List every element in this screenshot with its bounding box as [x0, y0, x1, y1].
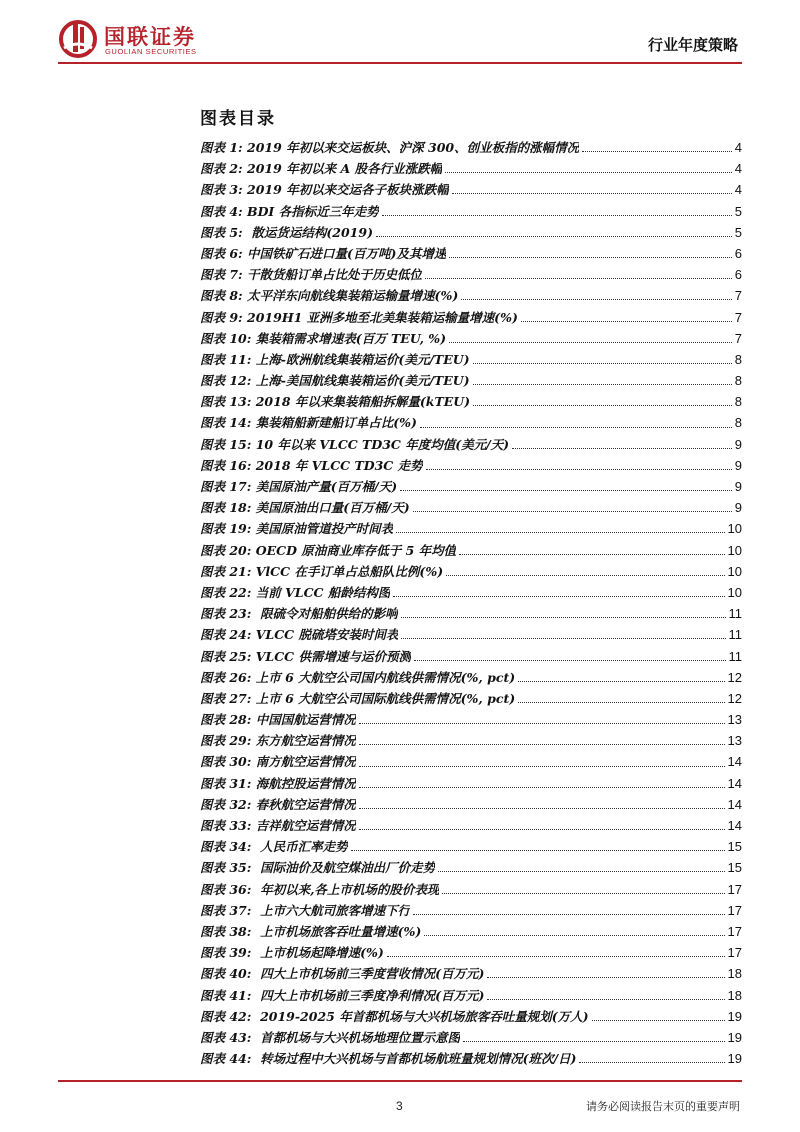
toc-entry-label: 图表 5:	[200, 224, 243, 240]
toc-entry-page: 9	[734, 500, 742, 516]
toc-dot-leader	[452, 193, 732, 194]
toc-entry[interactable]	[200, 582, 742, 603]
toc-entry[interactable]	[200, 900, 742, 921]
toc-entry-title: 集装箱船新建船订单占比(%)	[251, 415, 417, 431]
toc-entry-page: 8	[734, 351, 742, 367]
toc-entry-label: 图表 42:	[200, 1008, 252, 1024]
toc-dot-leader	[413, 914, 724, 915]
toc-entry-page: 17	[727, 902, 742, 918]
toc-entry-title: 美国原油管道投产时间表	[251, 521, 394, 537]
toc-entry[interactable]	[200, 688, 742, 709]
toc-entry-label: 图表 22:	[200, 584, 252, 600]
toc-entry-label: 图表 11:	[200, 351, 252, 367]
toc-entry-title: 上市 6 大航空公司国际航线供需情况(%, pct)	[251, 690, 516, 706]
toc-entry[interactable]	[200, 518, 742, 539]
toc-entry-label: 图表 24:	[200, 627, 252, 643]
toc-entry[interactable]	[200, 201, 742, 222]
toc-dot-leader	[518, 702, 724, 703]
toc-entry-page: 11	[728, 648, 742, 664]
toc-dot-leader	[359, 766, 725, 767]
toc-dot-leader	[359, 744, 725, 745]
toc-entry-label: 图表 25:	[200, 648, 252, 664]
toc-entry-title: VLCC 脱硫塔安装时间表	[251, 627, 399, 643]
toc-entry-page: 17	[727, 923, 742, 939]
toc-dot-leader	[582, 151, 732, 152]
toc-dot-leader	[473, 384, 732, 385]
toc-entry[interactable]	[200, 985, 742, 1006]
toc-entry-title: 10 年以来 VLCC TD3C 年度均值(美元/天)	[251, 436, 510, 452]
toc-dot-leader	[579, 1062, 724, 1063]
toc-entry[interactable]	[200, 391, 742, 412]
toc-entry-title: 中国国航运营情况	[251, 712, 356, 728]
document-type: 行业年度策略	[647, 36, 738, 54]
toc-entry[interactable]	[200, 603, 742, 624]
toc-entry-label: 图表 33:	[200, 818, 252, 833]
toc-entry-page: 12	[727, 669, 742, 685]
toc-entry-label: 图表 40:	[200, 966, 252, 982]
toc-dot-leader	[521, 321, 732, 322]
toc-entry-title: VlCC 在手订单占总船队比例(%)	[251, 563, 444, 579]
toc-entry-title: 上市六大航司旅客增速下行	[251, 902, 411, 918]
toc-entry-label: 图表 30:	[200, 754, 252, 770]
toc-entry[interactable]	[200, 709, 742, 730]
toc-dot-leader	[413, 511, 732, 512]
toc-entry[interactable]	[200, 836, 742, 857]
toc-entry-label: 图表 28:	[200, 712, 252, 728]
toc-entry-title: 国际油价及航空煤油出厂价走势	[251, 860, 436, 876]
toc-entry-page: 12	[727, 690, 742, 706]
toc-entry-title: 限硫令对船舶供给的影响	[251, 606, 398, 622]
toc-entry-page: 10	[727, 563, 742, 579]
toc-entry[interactable]	[200, 1006, 742, 1027]
toc-entry-label: 图表 21:	[200, 563, 252, 579]
toc-dot-leader	[463, 1041, 724, 1042]
toc-entry-label: 图表 2:	[200, 161, 243, 177]
disclaimer-note: 请务必阅读报告末页的重要声明	[586, 1100, 740, 1113]
toc-entry[interactable]	[200, 243, 742, 264]
toc-dot-leader	[414, 660, 726, 661]
toc-dot-leader	[442, 893, 724, 894]
toc-entry-label: 图表 1:	[200, 140, 243, 155]
toc-entry-page: 6	[734, 245, 742, 261]
toc-entry[interactable]	[200, 434, 742, 455]
toc-entry-label: 图表 38:	[200, 923, 252, 939]
toc-entry-label: 图表 17:	[200, 479, 252, 494]
toc-dot-leader	[387, 956, 725, 957]
toc-entry-page: 18	[727, 987, 742, 1003]
toc-entry-page: 10	[727, 584, 742, 600]
toc-entry-page: 13	[727, 733, 742, 749]
toc-entry-label: 图表 10:	[200, 330, 252, 346]
toc-entry-title: 集装箱需求增速表(百万 TEU, %)	[251, 330, 447, 346]
toc-entry-page: 7	[734, 309, 742, 325]
toc-entry-page: 9	[734, 479, 742, 494]
toc-entry-label: 图表 20:	[200, 542, 252, 558]
toc-entry-title: BDI 各指标近三年走势	[242, 203, 379, 219]
toc-entry-title: 南方航空运营情况	[251, 754, 356, 770]
toc-entry-label: 图表 8:	[200, 288, 243, 304]
toc-entry[interactable]	[200, 179, 742, 200]
toc-entry-title: 2019H1 亚洲多地至北美集装箱运输量增速(%)	[242, 309, 518, 325]
toc-entry-page: 8	[734, 415, 742, 431]
toc-entry-label: 图表 13:	[200, 394, 252, 410]
toc-entry[interactable]	[200, 942, 742, 963]
toc-entry-title: 上市机场旅客吞吐量增速(%)	[251, 923, 422, 939]
toc-entry-page: 19	[727, 1051, 742, 1067]
toc-entry-title: VLCC 供需增速与运价预测	[251, 648, 411, 664]
toc-dot-leader	[487, 977, 724, 978]
toc-entry-title: 人民币汇率走势	[251, 839, 348, 855]
toc-entry-page: 4	[734, 182, 742, 198]
toc-entry-title: 太平洋东向航线集装箱运输量增速(%)	[242, 288, 459, 304]
toc-entry-page: 11	[728, 627, 742, 643]
toc-entry-label: 图表 16:	[200, 457, 252, 473]
toc-dot-leader	[401, 617, 726, 618]
toc-entry-title: 四大上市机场前三季度营收情况(百万元)	[251, 966, 485, 982]
toc-entry-title: 上海-欧洲航线集装箱运价(美元/TEU)	[251, 351, 470, 367]
toc-entry-page: 6	[734, 267, 742, 283]
toc-entry-page: 15	[727, 839, 742, 855]
toc-entry[interactable]	[200, 137, 742, 158]
toc-entry-page: 10	[727, 521, 742, 537]
toc-entry-title: 2019 年初以来交运各子板块涨跌幅	[242, 182, 449, 198]
toc-entry-label: 图表 19:	[200, 521, 252, 537]
toc-entry-label: 图表 41:	[200, 987, 252, 1003]
toc-entry-title: 年初以来,各上市机场的股价表现	[251, 881, 440, 897]
toc-entry-label: 图表 7:	[200, 267, 243, 283]
toc-entry-title: 上海-美国航线集装箱运价(美元/TEU)	[251, 373, 470, 389]
toc-dot-leader	[449, 257, 731, 258]
toc-entry-page: 8	[734, 373, 742, 389]
toc-entry-page: 13	[727, 712, 742, 728]
toc-entry-label: 图表 14:	[200, 415, 252, 431]
toc-entry-title: 上市 6 大航空公司国内航线供需情况(%, pct)	[251, 669, 516, 685]
toc-dot-leader	[461, 299, 732, 300]
toc-entry[interactable]	[200, 158, 742, 179]
toc-entry[interactable]	[200, 815, 742, 836]
toc-entry-page: 4	[734, 161, 742, 177]
toc-dot-leader	[420, 427, 732, 428]
toc-entry-page: 11	[728, 606, 742, 622]
toc-entry-page: 14	[727, 775, 742, 791]
toc-entry-title: 2018 年 VLCC TD3C 走势	[251, 457, 423, 473]
toc-entry[interactable]	[200, 646, 742, 667]
toc-dot-leader	[473, 405, 732, 406]
toc-entry-label: 图表 18:	[200, 500, 252, 516]
toc-entry-label: 图表 12:	[200, 373, 252, 389]
toc-entry[interactable]	[200, 540, 742, 561]
toc-entry-page: 15	[727, 860, 742, 876]
toc-entry-title: 东方航空运营情况	[251, 733, 356, 749]
toc-entry-page: 17	[727, 945, 742, 961]
toc-entry[interactable]	[200, 412, 742, 433]
toc-entry[interactable]	[200, 857, 742, 878]
toc-entry[interactable]	[200, 667, 742, 688]
toc-entry-label: 图表 4:	[200, 203, 243, 219]
toc-entry-label: 图表 27:	[200, 690, 252, 706]
toc-dot-leader	[351, 850, 725, 851]
toc-entry-label: 图表 36:	[200, 881, 252, 897]
toc-entry[interactable]	[200, 730, 742, 751]
toc-entry-label: 图表 15:	[200, 436, 252, 452]
guolian-logo-icon	[58, 18, 98, 58]
toc-dot-leader	[518, 681, 724, 682]
toc-entry-label: 图表 23:	[200, 606, 252, 622]
toc-dot-leader	[359, 808, 725, 809]
toc-dot-leader	[424, 935, 724, 936]
toc-entry-title: 2019 年初以来 A 股各行业涨跌幅	[242, 161, 443, 177]
toc-dot-leader	[393, 596, 724, 597]
toc-dot-leader	[446, 575, 724, 576]
toc-entry-page: 7	[734, 288, 742, 304]
toc-entry[interactable]	[200, 963, 742, 984]
toc-dot-leader	[401, 638, 725, 639]
toc-entry-label: 图表 44:	[200, 1051, 252, 1067]
toc-entry-label: 图表 9:	[200, 309, 243, 325]
toc-entry-page: 7	[734, 330, 742, 346]
toc-entry-page: 4	[734, 140, 742, 155]
toc-dot-leader	[400, 490, 732, 491]
toc-entry-title: 首都机场与大兴机场地理位置示意图	[251, 1029, 461, 1045]
toc-entry[interactable]	[200, 773, 742, 794]
toc-dot-leader	[512, 448, 732, 449]
toc-dot-leader	[459, 554, 724, 555]
toc-entry-title: 海航控股运营情况	[251, 775, 356, 791]
logo-english-name: GUOLIAN SECURITIES	[105, 47, 197, 56]
toc-entry[interactable]	[200, 1048, 742, 1069]
toc-entry-label: 图表 34:	[200, 839, 252, 855]
toc-entry-title: OECD 原油商业库存低于 5 年均值	[251, 542, 457, 558]
toc-entry[interactable]	[200, 624, 742, 645]
toc-entry-label: 图表 35:	[200, 860, 252, 876]
toc-entry-title: 春秋航空运营情况	[251, 796, 356, 812]
toc-entry-label: 图表 26:	[200, 669, 252, 685]
toc-entry-title: 美国原油产量(百万桶/天)	[251, 479, 398, 494]
toc-dot-leader	[359, 829, 725, 830]
toc-entry-page: 14	[727, 754, 742, 770]
toc-entry-title: 吉祥航空运营情况	[251, 818, 356, 833]
toc-dot-leader	[449, 342, 732, 343]
toc-entry[interactable]	[200, 561, 742, 582]
toc-entry[interactable]	[200, 307, 742, 328]
table-of-figures	[200, 137, 742, 1069]
toc-entry[interactable]	[200, 497, 742, 518]
toc-entry-title: 美国原油出口量(百万桶/天)	[251, 500, 410, 516]
toc-entry-label: 图表 6:	[200, 245, 243, 261]
toc-entry-title: 2019-2025 年首都机场与大兴机场旅客吞吐量规划(万人)	[251, 1008, 589, 1024]
page-number: 3	[396, 1099, 403, 1113]
toc-entry[interactable]	[200, 328, 742, 349]
toc-dot-leader	[382, 215, 732, 216]
toc-entry[interactable]	[200, 751, 742, 772]
toc-entry-title: 上市机场起降增速(%)	[251, 945, 384, 961]
toc-entry[interactable]	[200, 476, 742, 497]
toc-entry-title: 中国铁矿石进口量(百万吨)及其增速	[242, 245, 447, 261]
toc-entry-title: 当前 VLCC 船龄结构图	[251, 584, 391, 600]
toc-entry-label: 图表 43:	[200, 1029, 252, 1045]
toc-entry[interactable]	[200, 349, 742, 370]
page-header	[0, 0, 800, 70]
toc-entry-title: 2018 年以来集装箱船拆解量(kTEU)	[251, 394, 471, 410]
toc-entry-title: 四大上市机场前三季度净利情况(百万元)	[251, 987, 485, 1003]
toc-entry-page: 10	[727, 542, 742, 558]
toc-entry[interactable]	[200, 455, 742, 476]
toc-entry-label: 图表 29:	[200, 733, 252, 749]
toc-entry-title: 转场过程中大兴机场与首都机场航班量规划情况(班次/日)	[251, 1051, 577, 1067]
toc-dot-leader	[359, 723, 725, 724]
toc-entry[interactable]	[200, 921, 742, 942]
toc-entry[interactable]	[200, 370, 742, 391]
toc-entry-page: 5	[734, 203, 742, 219]
logo-chinese-name: 国联证券	[104, 25, 196, 49]
toc-entry-page: 9	[734, 457, 742, 473]
toc-entry[interactable]	[200, 879, 742, 900]
header-divider	[58, 62, 742, 64]
toc-entry-page: 14	[727, 818, 742, 833]
toc-entry-title: 散运货运结构(2019)	[242, 224, 373, 240]
toc-dot-leader	[359, 787, 725, 788]
toc-entry-page: 14	[727, 796, 742, 812]
toc-entry-label: 图表 39:	[200, 945, 252, 961]
toc-entry-label: 图表 31:	[200, 775, 252, 791]
toc-dot-leader	[396, 532, 724, 533]
toc-entry-label: 图表 37:	[200, 902, 252, 918]
toc-entry[interactable]	[200, 794, 742, 815]
toc-dot-leader	[426, 469, 732, 470]
toc-dot-leader	[592, 1020, 725, 1021]
toc-entry-page: 19	[727, 1029, 742, 1045]
toc-entry-page: 18	[727, 966, 742, 982]
footer-divider	[58, 1080, 742, 1082]
toc-dot-leader	[487, 999, 724, 1000]
toc-entry-page: 17	[727, 881, 742, 897]
toc-entry-label: 图表 3:	[200, 182, 243, 198]
toc-title: 图表目录	[200, 109, 276, 129]
toc-entry[interactable]	[200, 264, 742, 285]
toc-entry-label: 图表 32:	[200, 796, 252, 812]
toc-entry[interactable]	[200, 1027, 742, 1048]
toc-dot-leader	[438, 871, 724, 872]
toc-entry[interactable]	[200, 285, 742, 306]
company-logo	[58, 18, 268, 58]
toc-entry-page: 19	[727, 1008, 742, 1024]
toc-entry-page: 9	[734, 436, 742, 452]
toc-dot-leader	[445, 172, 732, 173]
toc-dot-leader	[473, 363, 732, 364]
toc-dot-leader	[376, 236, 732, 237]
toc-entry-page: 8	[734, 394, 742, 410]
toc-dot-leader	[425, 278, 732, 279]
toc-entry[interactable]	[200, 222, 742, 243]
toc-entry-title: 2019 年初以来交运板块、沪深 300、创业板指的涨幅情况	[242, 140, 580, 155]
toc-entry-page: 5	[734, 224, 742, 240]
toc-entry-title: 干散货船订单占比处于历史低位	[242, 267, 423, 283]
